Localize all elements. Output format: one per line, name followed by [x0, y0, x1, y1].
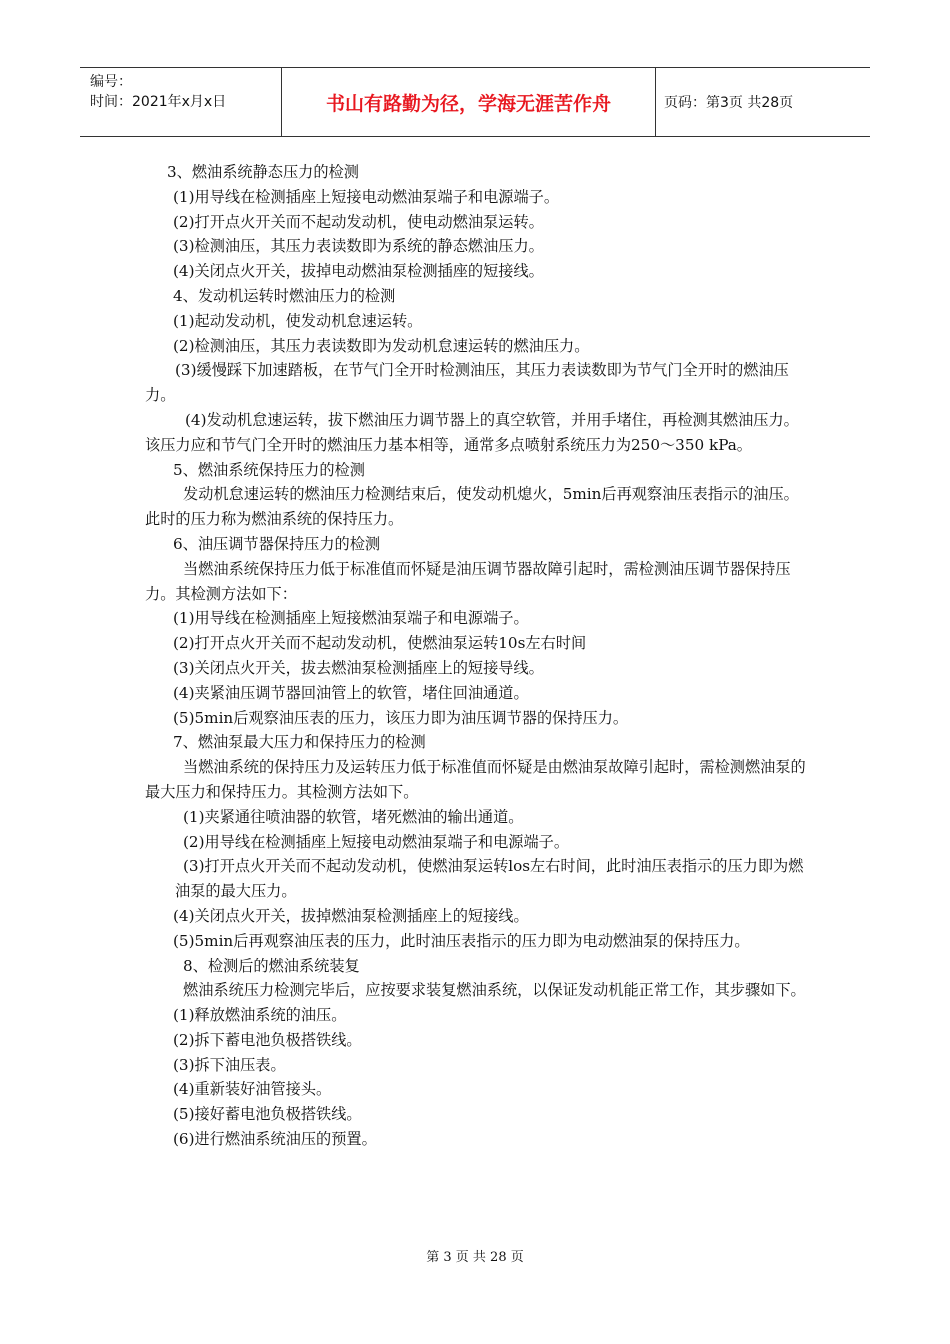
- paragraph: (1)用导线在检测插座上短接电动燃油泵端子和电源端子。: [173, 187, 560, 206]
- paragraph: 3、燃油系统静态压力的检测: [167, 163, 359, 181]
- document-body: [145, 160, 810, 1152]
- page-footer: 第 3 页 共 28 页: [426, 1250, 524, 1265]
- paragraph: (4)关闭点火开关，拔掉电动燃油泵检测插座的短接线。: [173, 262, 544, 281]
- paragraph: (4)发动机怠速运转，拔下燃油压力调节器上的真空软管，并用手堵住，再检测其燃油压力。该压力应和节气门全开时的燃油压力基本相等，通常多点喷射系统压力为250～350 kPa。: [145, 410, 799, 454]
- paragraph: (3)关闭点火开关，拔去燃油泵检测插座上的短接导线。: [173, 658, 544, 677]
- header-page-label: 页码：第3页 共28页: [664, 95, 794, 111]
- paragraph: 当燃油系统保持压力低于标准值而怀疑是油压调节器故障引起时，需检测油压调节器保持压力。其检测方法如下：: [145, 559, 791, 603]
- paragraph: (3)拆下油压表。: [173, 1055, 286, 1074]
- paragraph: (6)进行燃油系统油压的预置。: [173, 1130, 377, 1149]
- paragraph: (2)用导线在检测插座上短接电动燃油泵端子和电源端子。: [183, 832, 570, 851]
- paragraph: 5、燃油系统保持压力的检测: [173, 460, 365, 479]
- paragraph: (3)缓慢踩下加速踏板，在节气门全开时检测油压，其压力表读数即为节气门全开时的燃油压力。: [145, 361, 789, 405]
- doc-number-label: 编号：: [90, 74, 132, 90]
- paragraph: 燃油系统压力检测完毕后，应按要求装复燃油系统，以保证发动机能正常工作，其步骤如下。: [183, 981, 806, 1000]
- paragraph: (1)用导线在检测插座上短接燃油泵端子和电源端子。: [173, 609, 529, 628]
- paragraph: (2)打开点火开关而不起动发动机，使燃油泵运转10s左右时间: [173, 634, 587, 653]
- page-header: [80, 67, 870, 137]
- paragraph: (3)检测油压，其压力表读数即为系统的静态燃油压力。: [173, 237, 544, 256]
- paragraph: (2)打开点火开关而不起动发动机，使电动燃油泵运转。: [173, 212, 544, 231]
- paragraph: 4、发动机运转时燃油压力的检测: [173, 286, 396, 305]
- paragraph: (1)起动发动机，使发动机怠速运转。: [173, 311, 423, 330]
- paragraph: (2)拆下蓄电池负极搭铁线。: [173, 1030, 362, 1049]
- paragraph: (5)接好蓄电池负极搭铁线。: [173, 1105, 362, 1124]
- paragraph: (1)释放燃油系统的油压。: [173, 1006, 347, 1025]
- header-info: [80, 68, 282, 136]
- paragraph: (5)5min后再观察油压表的压力，此时油压表指示的压力即为电动燃油泵的保持压力。: [173, 931, 750, 950]
- paragraph: 6、油压调节器保持压力的检测: [173, 534, 381, 553]
- paragraph: (1)夹紧通往喷油器的软管，堵死燃油的输出通道。: [183, 807, 524, 826]
- doc-time-label: 时间：2021年x月x日: [90, 94, 227, 110]
- paragraph: (2)检测油压，其压力表读数即为发动机怠速运转的燃油压力。: [173, 336, 590, 355]
- paragraph: 8、检测后的燃油系统装复: [183, 956, 360, 975]
- paragraph: (4)重新装好油管接头。: [173, 1080, 332, 1099]
- paragraph: 发动机怠速运转的燃油压力检测结束后，使发动机熄火，5min后再观察油压表指示的油压。此时的压力称为燃油系统的保持压力。: [145, 485, 799, 529]
- paragraph: 当燃油系统的保持压力及运转压力低于标准值而怀疑是由燃油泵故障引起时，需检测燃油泵的最大压力和保持压力。其检测方法如下。: [145, 758, 806, 801]
- paragraph: (4)关闭点火开关，拔掉燃油泵检测插座上的短接线。: [173, 906, 529, 925]
- paragraph: (3)打开点火开关而不起动发动机，使燃油泵运转los左右时间，此时油压表指示的压力即为燃油泵的最大压力。: [175, 857, 804, 901]
- header-motto: 书山有路勤为径，学海无涯苦作舟: [282, 68, 656, 136]
- paragraph: (4)夹紧油压调节器回油管上的软管，堵住回油通道。: [173, 683, 529, 702]
- paragraph: (5)5min后观察油压表的压力，该压力即为油压调节器的保持压力。: [173, 708, 629, 727]
- paragraph: 7、燃油泵最大压力和保持压力的检测: [173, 733, 426, 752]
